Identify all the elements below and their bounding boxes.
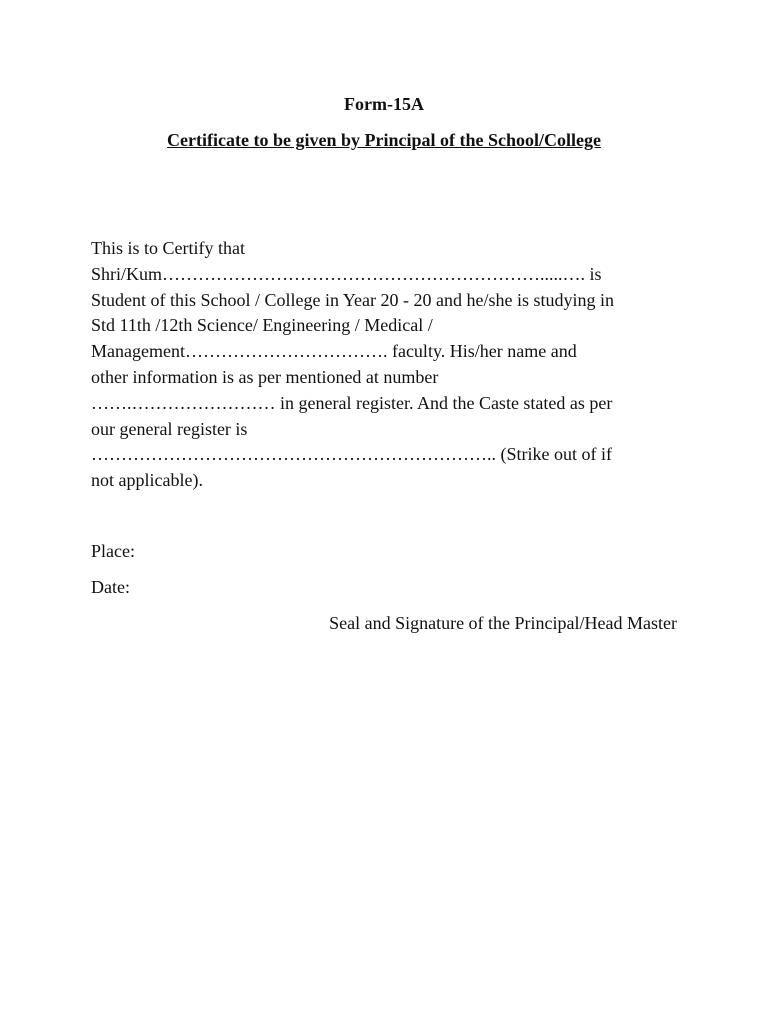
certificate-heading: Certificate to be given by Principal of the School/College: [167, 130, 601, 150]
certificate-body: [91, 236, 681, 494]
body-line: other information is as per mentioned at number: [91, 366, 439, 387]
body-line: our general register is: [91, 418, 248, 439]
body-line: ………………………………………………………….. (Strike out of if: [91, 444, 612, 465]
form-title: Form-15A: [344, 94, 424, 114]
body-line: Shri/Kum……………………………………………………….....…. is: [91, 263, 602, 284]
body-line: Student of this School / College in Year 20 - 20 and he/she is studying in: [91, 289, 614, 310]
body-line: Std 11th /12th Science/ Engineering / Medical /: [91, 315, 433, 336]
signature-label: Seal and Signature of the Principal/Head Master: [329, 613, 677, 633]
body-line: This is to Certify that: [91, 238, 245, 258]
body-line: Management……………………………. faculty. His/her name and: [91, 341, 577, 362]
body-line: not applicable).: [91, 470, 203, 491]
body-line: …….…………………… in general register. And the Caste stated as per: [91, 392, 613, 413]
date-label: Date:: [91, 577, 130, 597]
place-label: Place:: [91, 541, 135, 561]
